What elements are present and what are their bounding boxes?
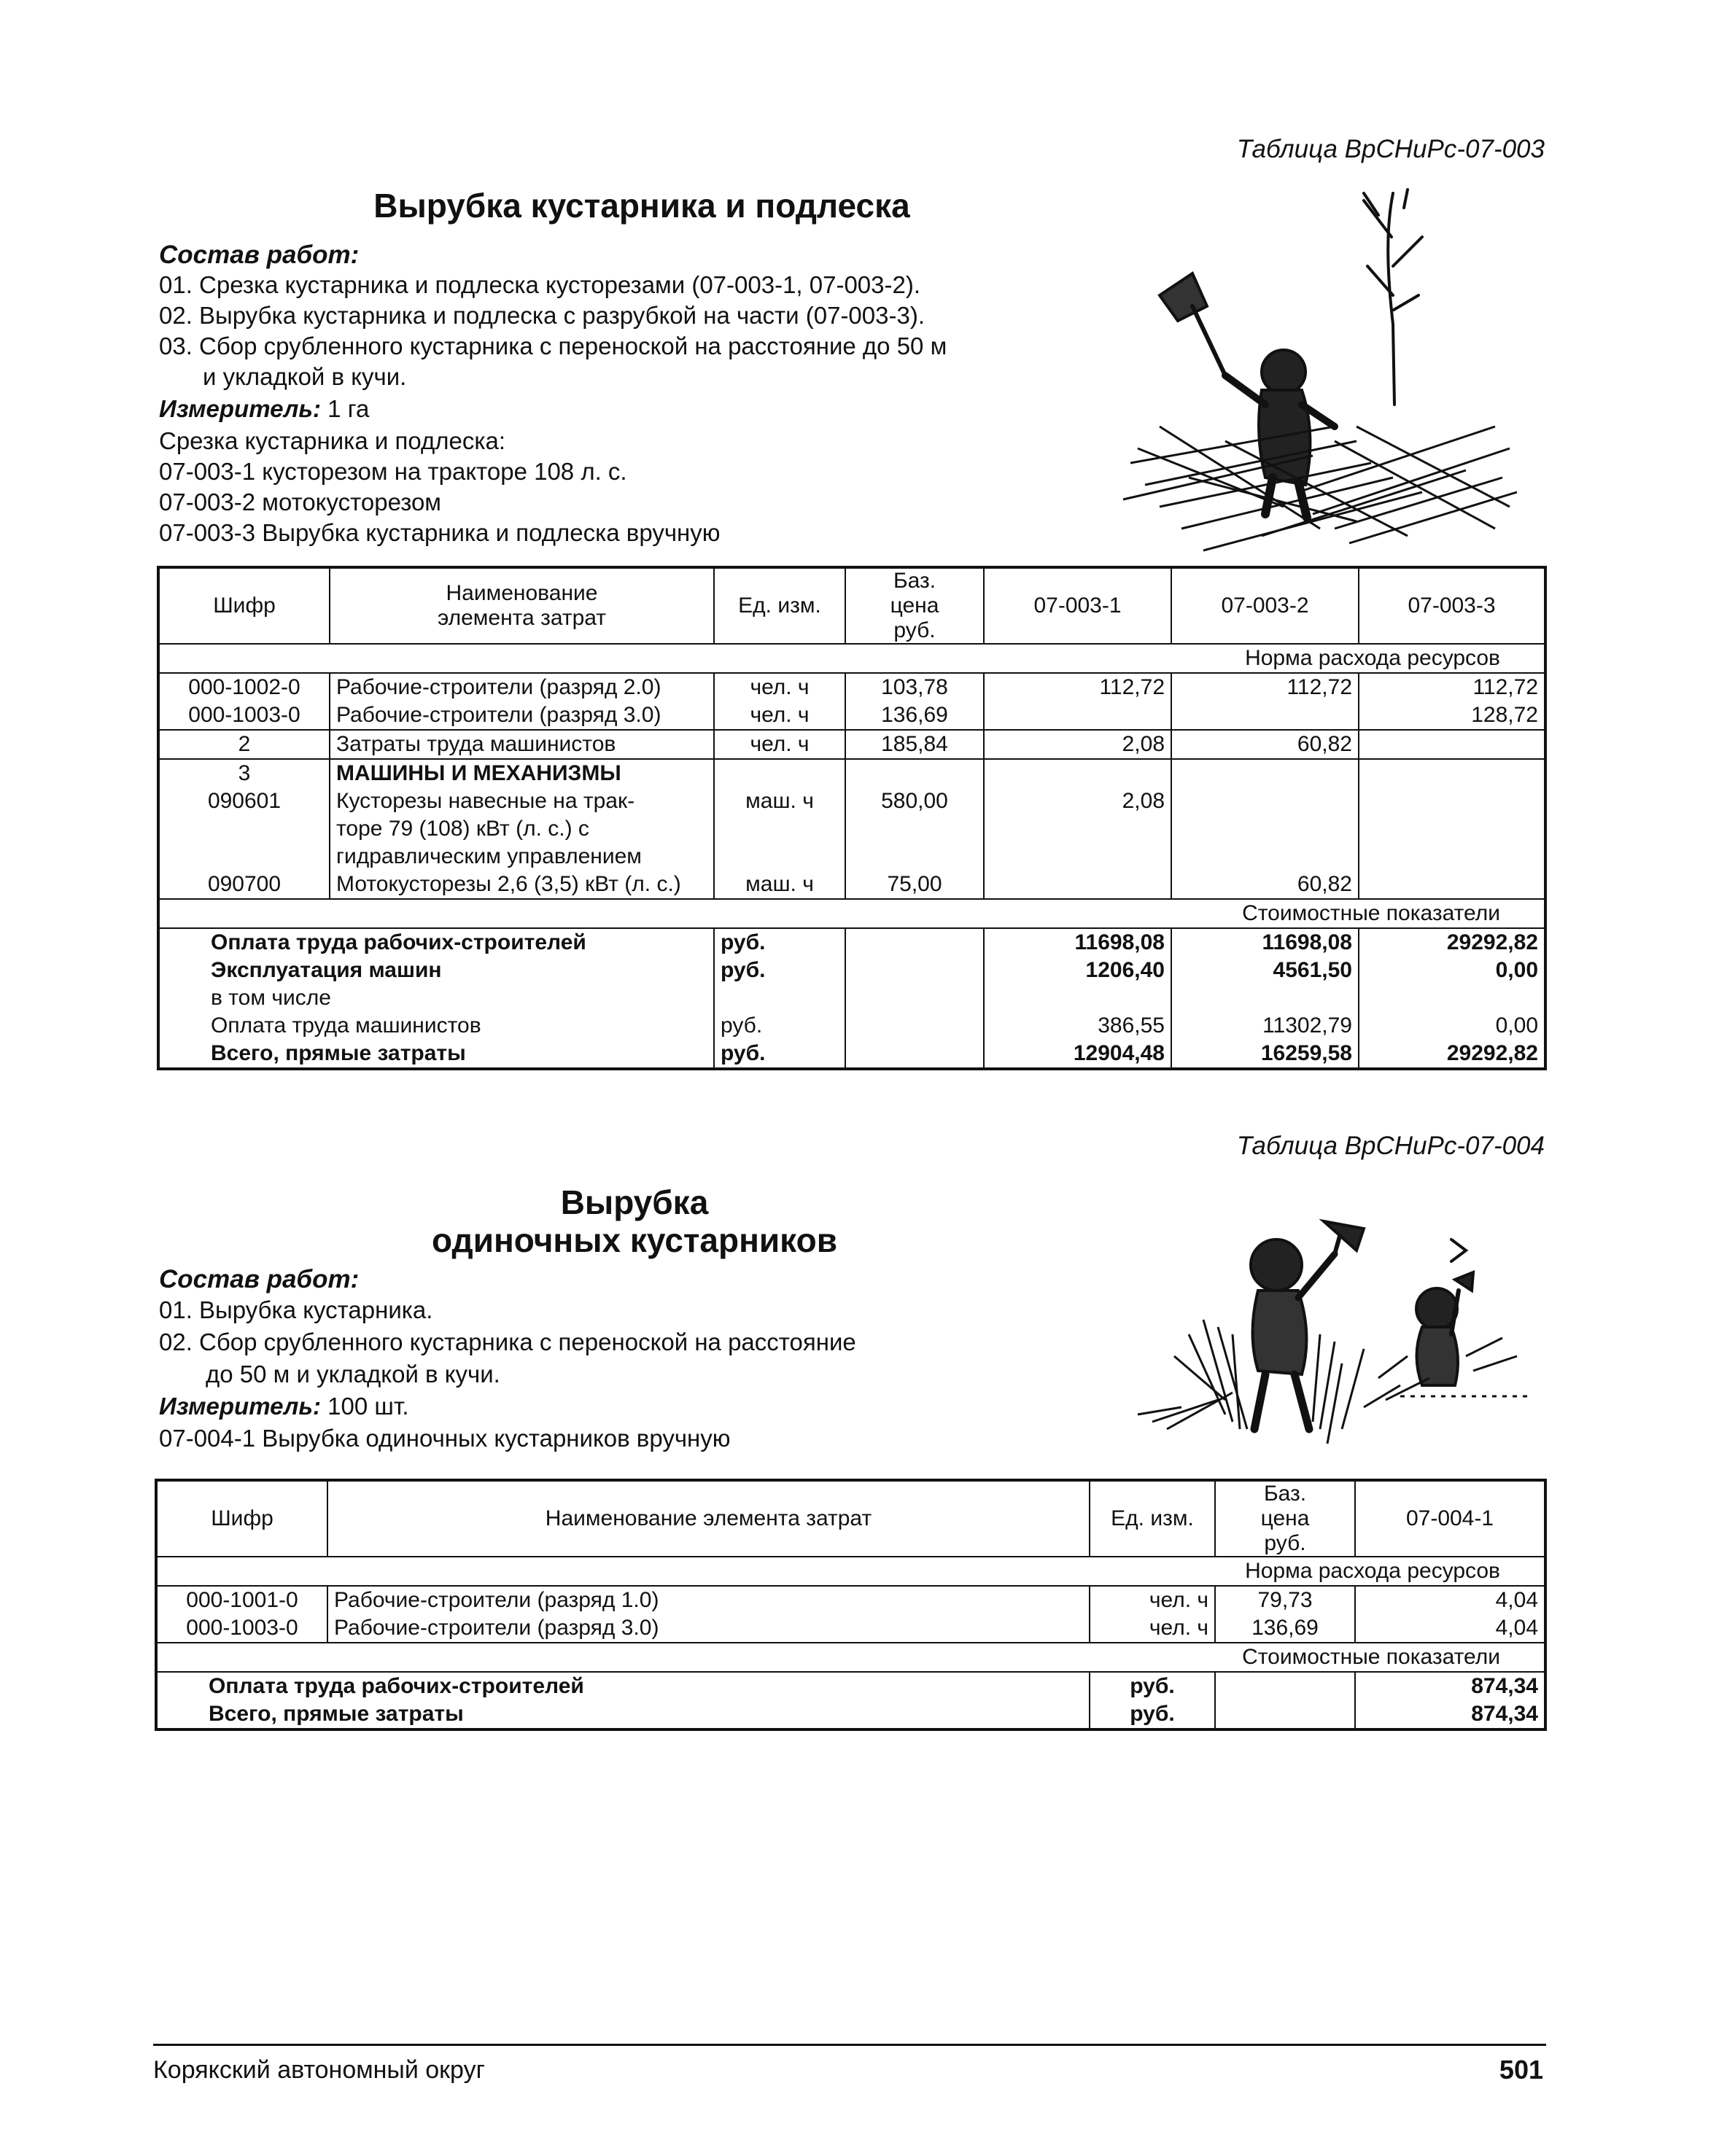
cell-unit: чел. ч	[714, 673, 845, 701]
cost-unit	[714, 984, 845, 1012]
cost-unit: руб.	[714, 957, 845, 984]
cost-unit: руб.	[714, 1040, 845, 1069]
cost-row	[158, 928, 1545, 957]
cell-value-07-003-3	[1359, 815, 1545, 843]
cell-code: 2	[158, 730, 330, 759]
table-row	[158, 759, 1545, 787]
subtitle: Срезка кустарника и подлеска:	[159, 427, 506, 454]
cell-value-07-003-1	[984, 759, 1171, 787]
work-item: 02. Вырубка кустарника и подлеска с разрубкой на части (07-003-3).	[159, 302, 925, 329]
cell-value-07-003-1: 2,08	[984, 787, 1171, 815]
cell-name: Рабочие-строители (разряд 1.0)	[327, 1586, 1090, 1614]
cell-name: МАШИНЫ И МЕХАНИЗМЫ	[330, 759, 714, 787]
cell-price: 136,69	[1215, 1614, 1355, 1643]
cell-value-07-003-3	[1359, 843, 1545, 871]
cost-unit: руб.	[714, 928, 845, 957]
cell-code: 090601	[158, 787, 330, 815]
cell-value-07-003-1	[984, 815, 1171, 843]
cell-code: 000-1002-0	[158, 673, 330, 701]
measure-value: 1 га	[327, 395, 370, 422]
cost-row	[158, 1012, 1545, 1040]
cost-value-07-003-3: 29292,82	[1359, 1040, 1545, 1069]
cell-code: 3	[158, 759, 330, 787]
work-item: 02. Сбор срубленного кустарника с переноской на расстояние	[159, 1328, 856, 1355]
cell-code: 000-1003-0	[158, 701, 330, 730]
table-row	[156, 1614, 1545, 1643]
table-header-row	[158, 567, 1545, 644]
cell-value-07-003-1	[984, 871, 1171, 899]
cost-value-07-003-1: 12904,48	[984, 1040, 1171, 1069]
cost-value-07-003-1: 11698,08	[984, 928, 1171, 957]
cost-name: в том числе	[158, 984, 714, 1012]
measure-line	[159, 1393, 409, 1420]
cost-value-07-004-1: 874,34	[1355, 1672, 1545, 1700]
measure-value: 100 шт.	[327, 1393, 409, 1420]
header-col-07-003-1: 07-003-1	[984, 567, 1171, 644]
table-row	[156, 1586, 1545, 1614]
cost-value-07-003-2	[1171, 984, 1359, 1012]
cell-code: 000-1001-0	[156, 1586, 327, 1614]
cost-row	[156, 1672, 1545, 1700]
header-price: Баз. цена руб.	[845, 567, 984, 644]
cell-name: Рабочие-строители (разряд 3.0)	[327, 1614, 1090, 1643]
section-title-line-2: одиночных кустарников	[432, 1221, 837, 1259]
cost-value-07-003-1: 386,55	[984, 1012, 1171, 1040]
cell-unit	[714, 759, 845, 787]
cell-value-07-003-1	[984, 843, 1171, 871]
table-row	[158, 673, 1545, 701]
table-header-row	[156, 1480, 1545, 1557]
cell-price	[845, 815, 984, 843]
cost-price	[845, 1040, 984, 1069]
header-price: Баз. цена руб.	[1215, 1480, 1355, 1557]
cost-price	[1215, 1700, 1355, 1729]
cell-value-07-003-2	[1171, 759, 1359, 787]
page-number: 501	[1499, 2055, 1543, 2085]
cost-row	[158, 957, 1545, 984]
cost-value-07-003-2: 11698,08	[1171, 928, 1359, 957]
measure-label: Измеритель:	[159, 1393, 321, 1420]
cell-price	[845, 843, 984, 871]
cost-value-07-003-1: 1206,40	[984, 957, 1171, 984]
cost-value-07-003-3: 29292,82	[1359, 928, 1545, 957]
section-row-norms: Норма расхода ресурсов	[156, 1557, 1545, 1586]
work-composition-label: Состав работ:	[159, 1265, 360, 1293]
cell-unit: чел. ч	[714, 701, 845, 730]
table-row	[158, 701, 1545, 730]
cost-unit: руб.	[1090, 1672, 1215, 1700]
cell-price: 580,00	[845, 787, 984, 815]
cell-code	[158, 843, 330, 871]
cost-row	[156, 1700, 1545, 1729]
table-reference: Таблица ВрСНиРс-07-003	[1236, 135, 1545, 163]
cell-value-07-003-2	[1171, 843, 1359, 871]
brush-cutting-illustration	[1116, 186, 1524, 558]
cell-value-07-003-1: 2,08	[984, 730, 1171, 759]
cost-row	[158, 1040, 1545, 1069]
cost-row	[158, 984, 1545, 1012]
section-title-line-1: Вырубка	[560, 1183, 709, 1221]
variant-line: 07-003-3 Вырубка кустарника и подлеска вручную	[159, 519, 721, 546]
work-item: 03. Сбор срубленного кустарника с переноской на расстояние до 50 м	[159, 332, 947, 359]
cost-value-07-003-2: 16259,58	[1171, 1040, 1359, 1069]
table-row	[158, 843, 1545, 871]
header-name: Наименование элемента затрат	[330, 567, 714, 644]
cost-unit: руб.	[1090, 1700, 1215, 1729]
cell-unit	[714, 815, 845, 843]
cell-value-07-003-3	[1359, 871, 1545, 899]
cost-name: Оплата труда машинистов	[158, 1012, 714, 1040]
section-row-costs: Стоимостные показатели	[156, 1643, 1545, 1672]
measure-label: Измеритель:	[159, 395, 321, 422]
header-col-07-003-2: 07-003-2	[1171, 567, 1359, 644]
work-item: 01. Срезка кустарника и подлеска кусторезами (07-003-1, 07-003-2).	[159, 271, 921, 298]
cell-unit	[714, 843, 845, 871]
cell-price: 75,00	[845, 871, 984, 899]
cell-code: 000-1003-0	[156, 1614, 327, 1643]
cell-value-07-003-1	[984, 701, 1171, 730]
cost-name: Оплата труда рабочих-строителей	[156, 1672, 1090, 1700]
cell-value-07-003-1: 112,72	[984, 673, 1171, 701]
work-composition-label: Состав работ:	[159, 241, 360, 269]
table-row	[158, 730, 1545, 759]
cost-unit: руб.	[714, 1012, 845, 1040]
cell-name: гидравлическим управлением	[330, 843, 714, 871]
cell-value-07-003-2: 60,82	[1171, 730, 1359, 759]
cell-unit: маш. ч	[714, 871, 845, 899]
table-row	[158, 787, 1545, 815]
variant-line: 07-003-2 мотокусторезом	[159, 489, 441, 515]
cell-name: Мотокусторезы 2,6 (3,5) кВт (л. с.)	[330, 871, 714, 899]
cost-price	[845, 928, 984, 957]
cell-name: торе 79 (108) кВт (л. с.) с	[330, 815, 714, 843]
cell-price: 79,73	[1215, 1586, 1355, 1614]
cell-price: 136,69	[845, 701, 984, 730]
variant-line: 07-004-1 Вырубка одиночных кустарников вручную	[159, 1425, 731, 1452]
cell-value-07-003-2: 112,72	[1171, 673, 1359, 701]
cost-value-07-004-1: 874,34	[1355, 1700, 1545, 1729]
resource-table-07-003	[157, 566, 1547, 1070]
cell-unit: чел. ч	[1090, 1614, 1215, 1643]
section-title: Вырубка кустарника и подлеска	[373, 187, 910, 225]
cell-name: Кусторезы навесные на трак-	[330, 787, 714, 815]
cell-value-07-003-2	[1171, 787, 1359, 815]
cost-price	[1215, 1672, 1355, 1700]
cost-price	[845, 1012, 984, 1040]
header-col-07-004-1: 07-004-1	[1355, 1480, 1545, 1557]
cost-name: Эксплуатация машин	[158, 957, 714, 984]
footer-rule	[153, 2044, 1546, 2046]
work-item: и укладкой в кучи.	[203, 363, 407, 390]
header-code: Шифр	[158, 567, 330, 644]
table-row	[158, 815, 1545, 843]
header-unit: Ед. изм.	[714, 567, 845, 644]
cost-value-07-003-1	[984, 984, 1171, 1012]
header-code: Шифр	[156, 1480, 327, 1557]
cell-value-07-003-2: 60,82	[1171, 871, 1359, 899]
cost-value-07-003-2: 4561,50	[1171, 957, 1359, 984]
variant-line: 07-003-1 кусторезом на тракторе 108 л. с.	[159, 458, 627, 485]
table-reference: Таблица ВрСНиРс-07-004	[1236, 1132, 1545, 1160]
cell-price	[845, 759, 984, 787]
cell-price: 185,84	[845, 730, 984, 759]
cell-name: Рабочие-строители (разряд 2.0)	[330, 673, 714, 701]
footer-region: Корякский автономный округ	[153, 2056, 485, 2084]
cost-price	[845, 984, 984, 1012]
cost-value-07-003-3: 0,00	[1359, 957, 1545, 984]
measure-line	[159, 395, 369, 423]
cost-value-07-003-3: 0,00	[1359, 1012, 1545, 1040]
cell-value-07-003-3: 112,72	[1359, 673, 1545, 701]
cost-value-07-003-2: 11302,79	[1171, 1012, 1359, 1040]
cell-unit: маш. ч	[714, 787, 845, 815]
cell-value-07-003-3	[1359, 730, 1545, 759]
cost-name: Всего, прямые затраты	[158, 1040, 714, 1069]
cell-code	[158, 815, 330, 843]
work-item: 01. Вырубка кустарника.	[159, 1296, 433, 1323]
cell-unit: чел. ч	[714, 730, 845, 759]
cost-price	[845, 957, 984, 984]
cost-name: Оплата труда рабочих-строителей	[158, 928, 714, 957]
cell-value-07-004-1: 4,04	[1355, 1586, 1545, 1614]
cell-value-07-003-2	[1171, 701, 1359, 730]
cell-name: Рабочие-строители (разряд 3.0)	[330, 701, 714, 730]
cell-value-07-004-1: 4,04	[1355, 1614, 1545, 1643]
resource-table-07-004	[155, 1479, 1547, 1731]
single-bush-cutting-illustration	[1123, 1210, 1532, 1451]
section-row-norms: Норма расхода ресурсов	[158, 644, 1545, 673]
cell-value-07-003-3	[1359, 787, 1545, 815]
table-row	[158, 871, 1545, 899]
cost-value-07-003-3	[1359, 984, 1545, 1012]
cell-code: 090700	[158, 871, 330, 899]
cell-price: 103,78	[845, 673, 984, 701]
header-col-07-003-3: 07-003-3	[1359, 567, 1545, 644]
cell-value-07-003-2	[1171, 815, 1359, 843]
cell-unit: чел. ч	[1090, 1586, 1215, 1614]
cell-value-07-003-3	[1359, 759, 1545, 787]
cell-value-07-003-3: 128,72	[1359, 701, 1545, 730]
header-unit: Ед. изм.	[1090, 1480, 1215, 1557]
header-name: Наименование элемента затрат	[327, 1480, 1090, 1557]
cell-name: Затраты труда машинистов	[330, 730, 714, 759]
cost-name: Всего, прямые затраты	[156, 1700, 1090, 1729]
work-item: до 50 м и укладкой в кучи.	[206, 1361, 500, 1388]
section-row-costs: Стоимостные показатели	[158, 899, 1545, 928]
